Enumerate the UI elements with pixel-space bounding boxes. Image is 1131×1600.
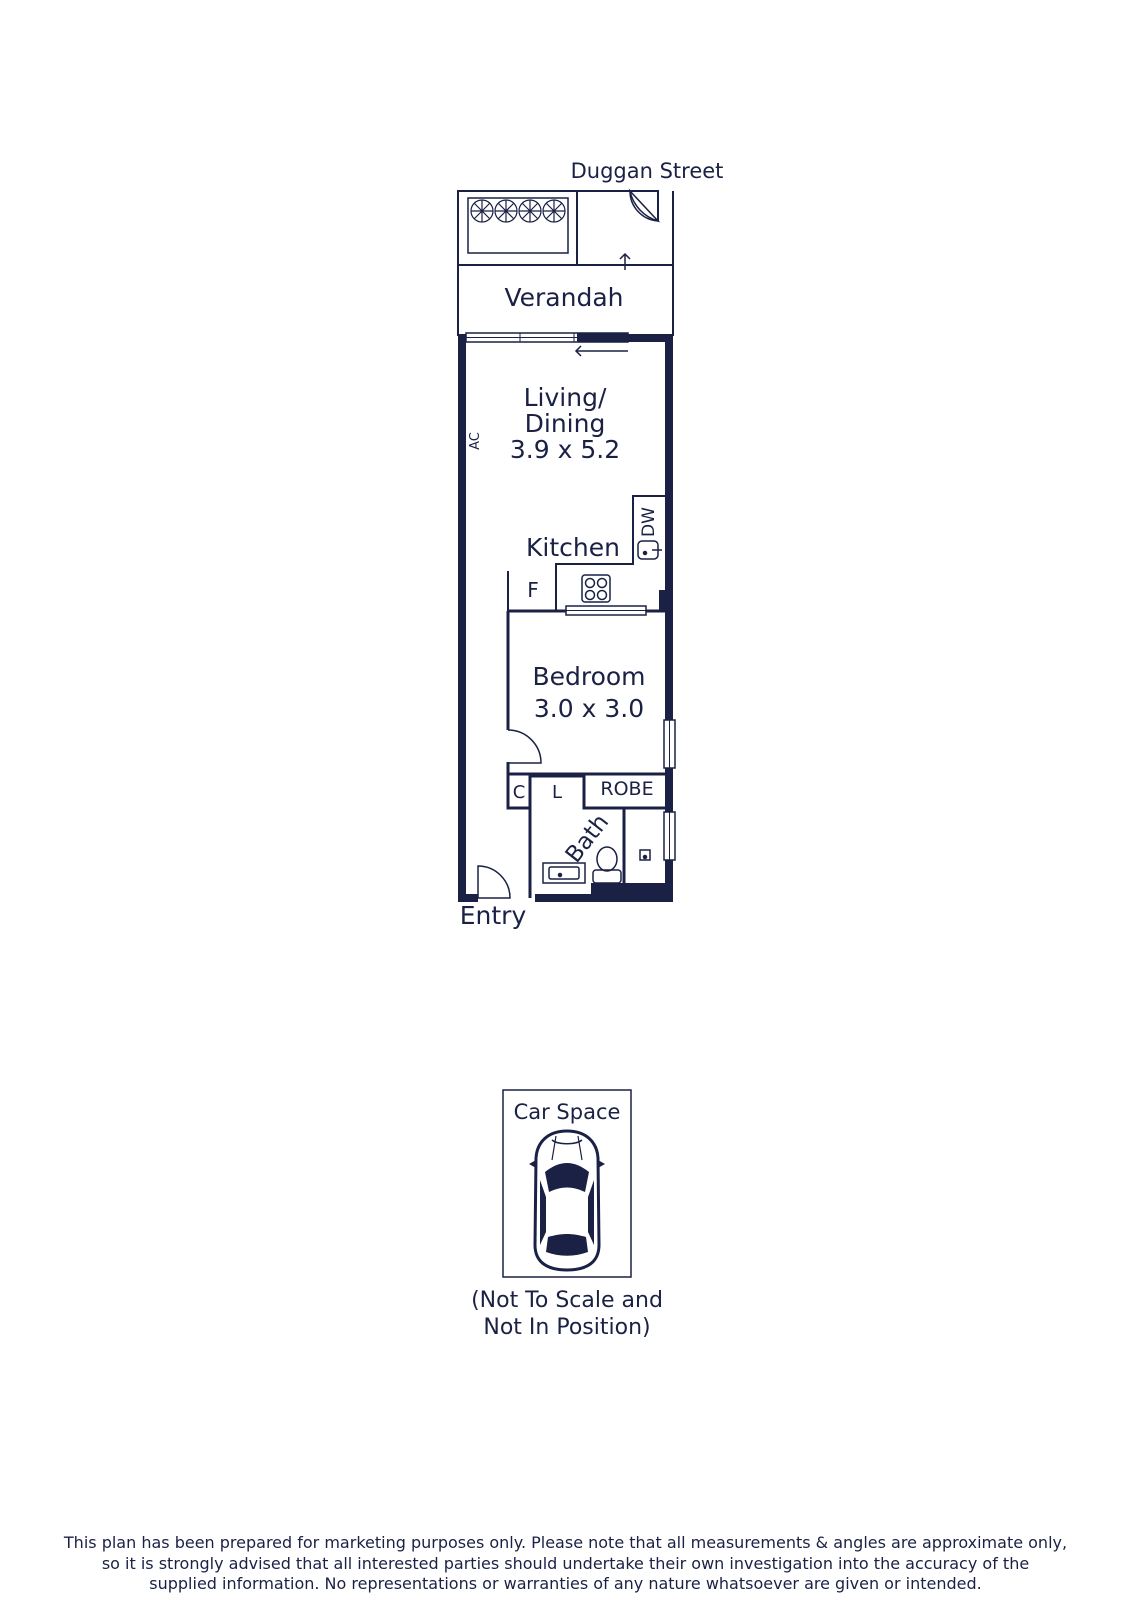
bedroom-door-swing [508,730,541,763]
cooktop-icon [582,575,610,602]
bath-label: Bath [560,809,615,868]
living-label-line2: Dining [524,409,606,438]
planter-box [468,198,568,253]
living-dims: 3.9 x 5.2 [509,435,621,464]
entry-door-swing [478,866,510,898]
sliding-door [466,333,628,342]
street-label: Duggan Street [570,159,724,183]
kitchen-label: Kitchen [526,533,620,562]
car-icon [529,1131,605,1270]
bedroom-window [566,606,646,615]
disclaimer [20,1533,1111,1595]
sink-icon [638,541,662,559]
entry-label: Entry [459,901,527,930]
toilet-icon [593,847,621,883]
disclaimer-line2: so it is strongly advised that all interested parties should undertake their own investigation into the accuracy of the [101,1553,1030,1573]
verandah-label: Verandah [504,283,624,312]
ac-label: AC [468,432,483,450]
car-space-title: Car Space [513,1100,621,1124]
robe-label: ROBE [600,778,654,800]
bedroom-dims: 3.0 x 3.0 [533,694,645,723]
shower-icon [640,850,650,860]
fridge-label: F [527,578,539,602]
disclaimer-line1: This plan has been prepared for marketing purposes only. Please note that all measurements & angles are approximate only, [63,1533,1068,1552]
bathroom-wall-block [591,883,673,901]
entry-arrow-icon [620,254,630,270]
kitchen-wall-nib [659,590,669,612]
bedroom-label: Bedroom [532,662,646,691]
side-window-2 [664,812,675,860]
cupboard-label: C [512,782,526,803]
linen-label: L [551,782,563,803]
car-note-line2: Not In Position) [483,1315,651,1340]
courtyard-area [458,191,673,336]
dishwasher-label: DW [639,507,659,537]
slide-arrow-icon [576,346,628,356]
car-note-line1: (Not To Scale and [471,1288,663,1313]
disclaimer-line3: supplied information. No representations or warranties of any nature whatsoever are given or intended. [149,1574,982,1593]
living-label-line1: Living/ [523,383,607,412]
side-window-1 [664,720,675,768]
